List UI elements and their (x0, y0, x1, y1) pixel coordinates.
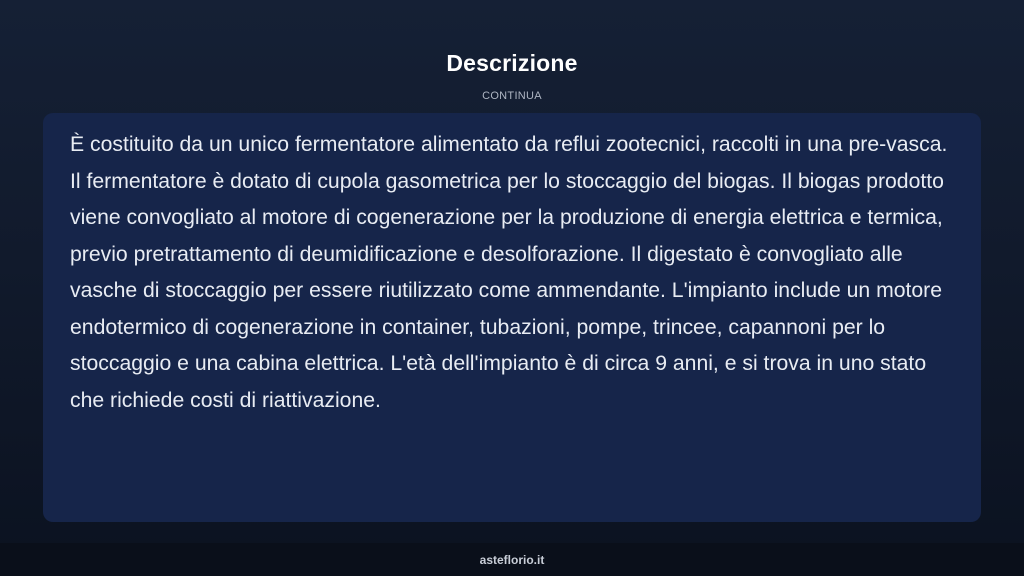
footer-site-label: asteflorio.it (479, 553, 545, 567)
page-subtitle: CONTINUA (482, 90, 542, 102)
description-text: È costituito da un unico fermentatore alimentato da reflui zootecnici, raccolti in una pre-vasca. Il fermentatore è dotato di cupola gasometrica per lo stoccaggio del biogas. Il biogas prodotto viene convogliato al motore di cogenerazione per la produzione di energia elettrica e termica, previo pretrattamento di deumidificazione e desolforazione. Il digestato è convogliato alle vasche di stoccaggio per essere riutilizzato come ammendante. L'impianto include un motore endotermico di cogenerazione in container, tubazioni, pompe, trincee, capannoni per lo stoccaggio e una cabina elettrica. L'età dell'impianto è di circa 9 anni, e si trova in uno stato che richiede costi di riattivazione. (70, 133, 948, 412)
footer-bar (0, 543, 1024, 576)
description-card (43, 113, 981, 522)
page-title: Descrizione (446, 50, 578, 76)
